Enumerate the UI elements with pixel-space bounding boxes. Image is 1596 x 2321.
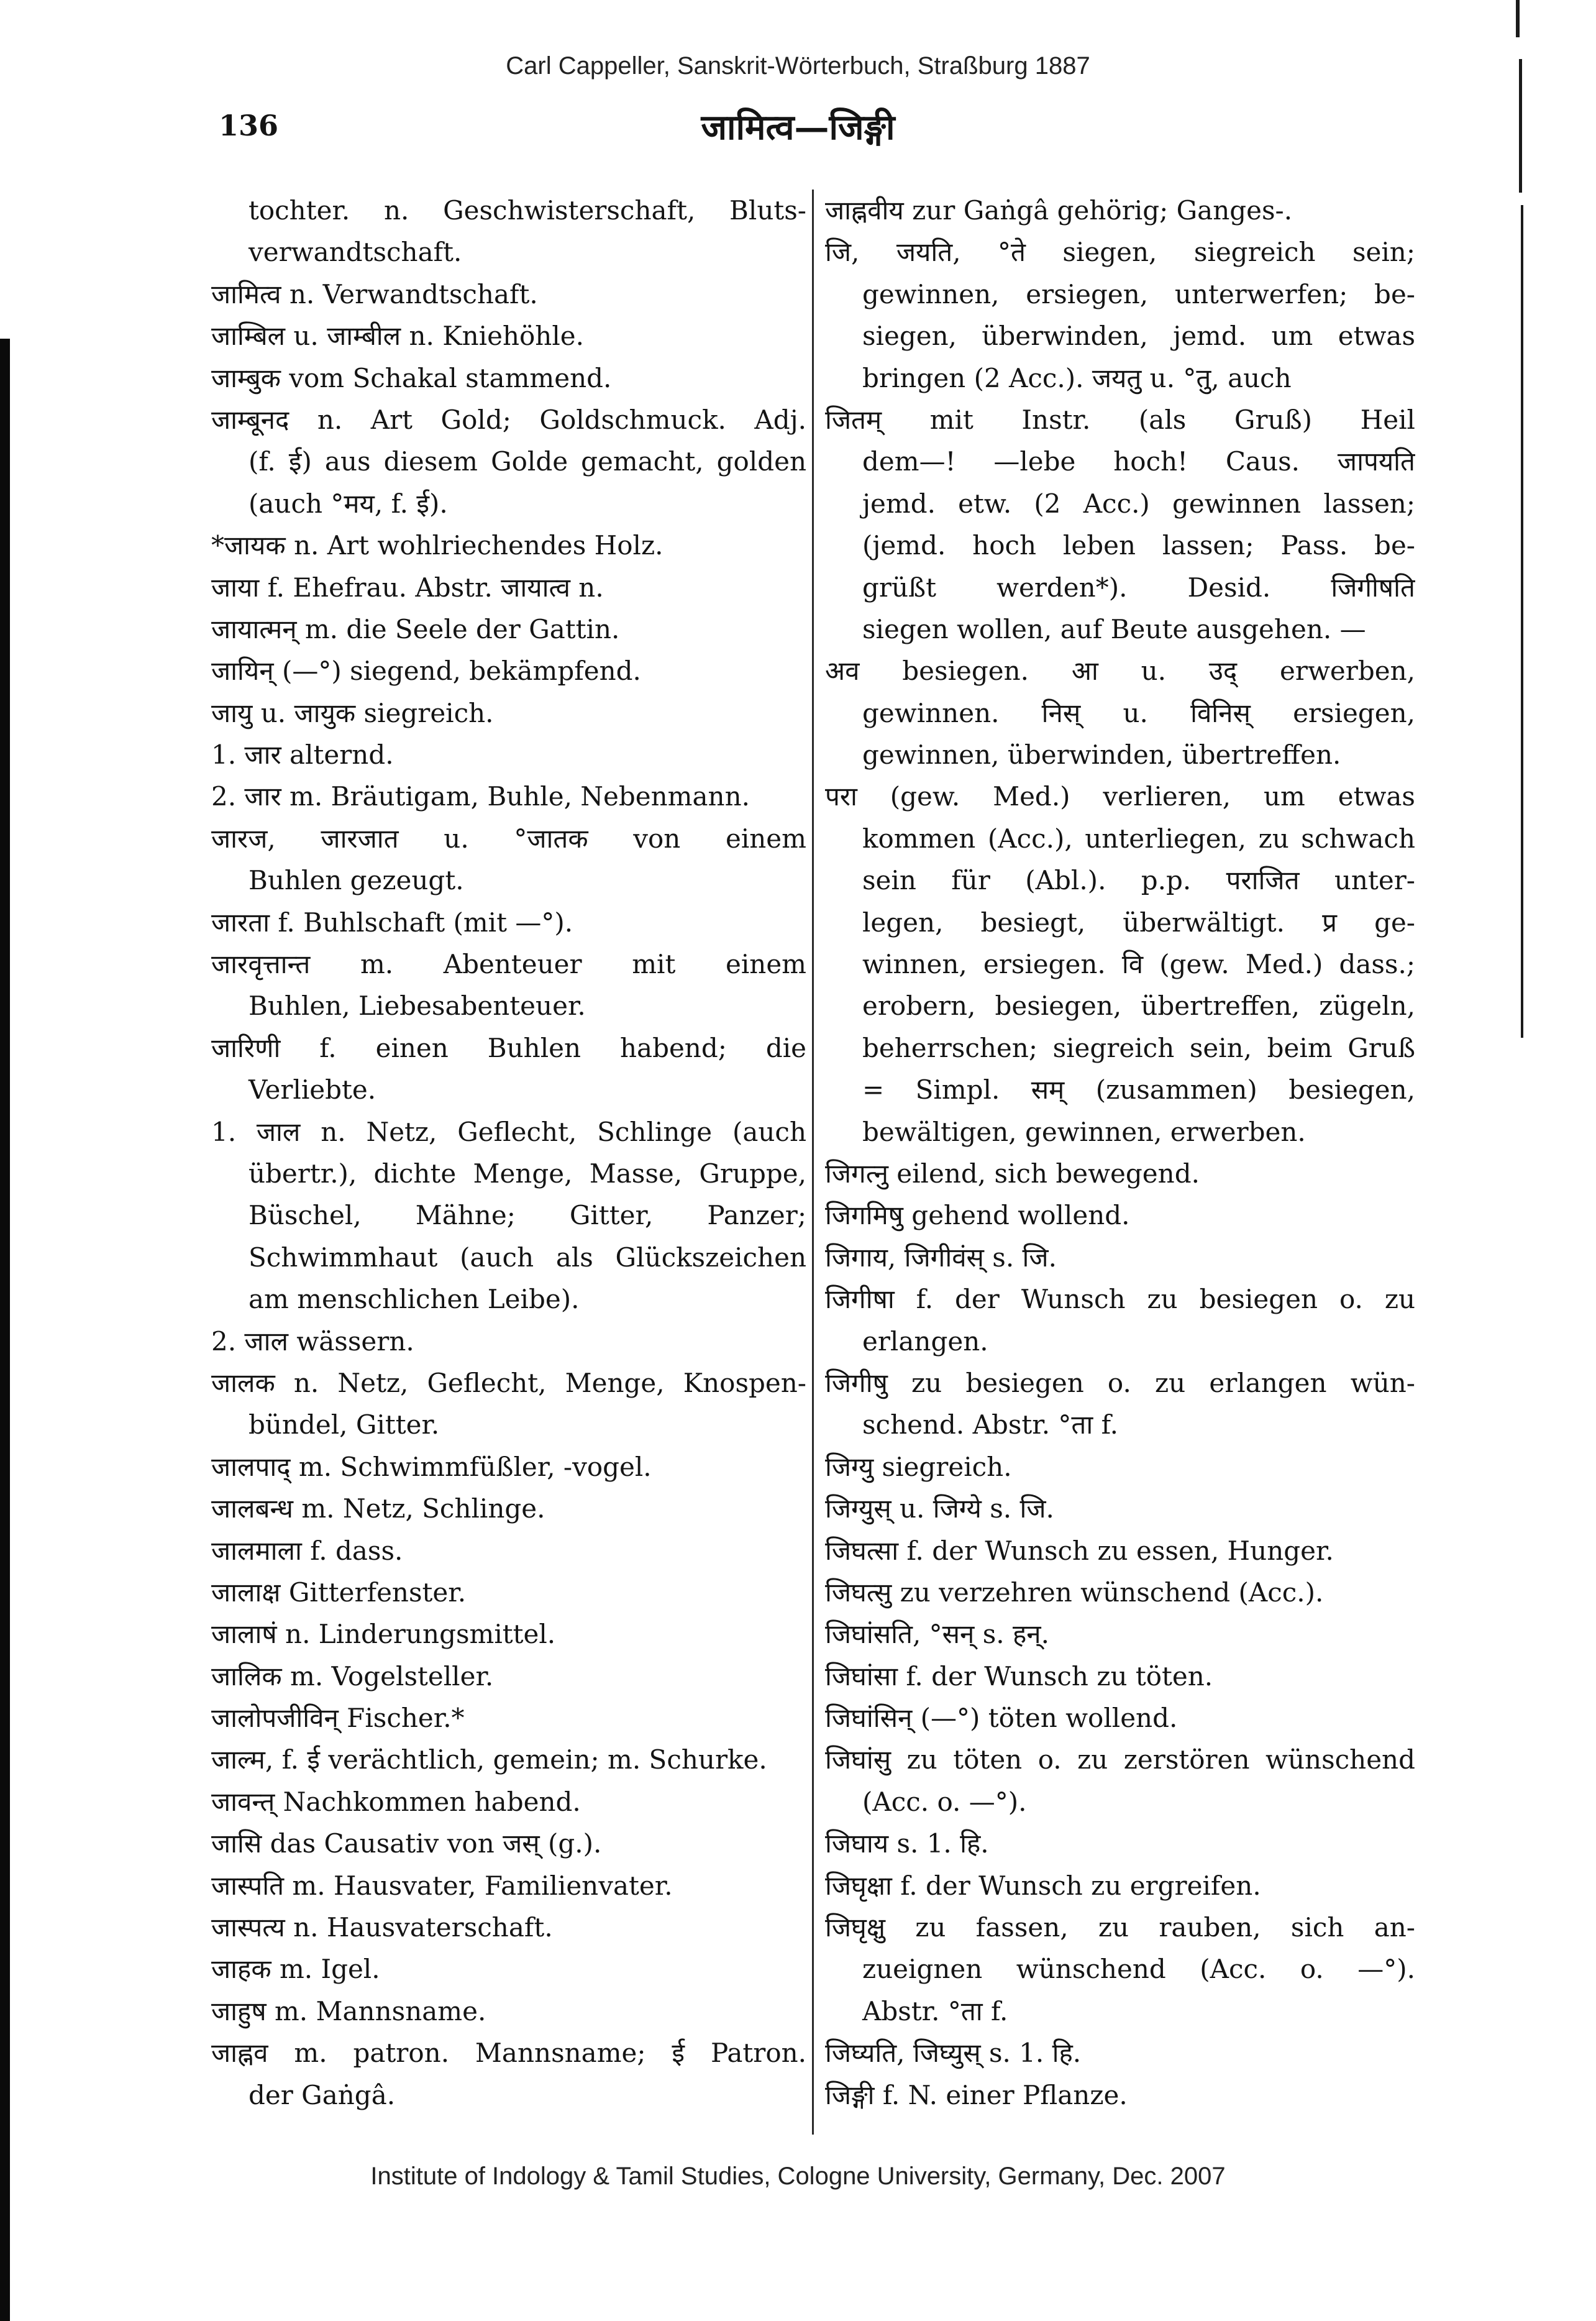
dictionary-line: Verliebte. bbox=[249, 1074, 376, 1106]
dictionary-line: erlangen. bbox=[862, 1325, 988, 1357]
dictionary-line: siegen wollen, auf Beute ausgehen. — bbox=[862, 613, 1366, 644]
dictionary-line: जिग्यु siegreich. bbox=[825, 1451, 1012, 1482]
dictionary-line: जालपाद् m. Schwimmfüßler, -vogel. bbox=[211, 1451, 652, 1482]
dictionary-line: जिघत्सु zu verzehren wünschend (Acc.). bbox=[825, 1577, 1324, 1608]
dictionary-line: der Gaṅgâ. bbox=[249, 2079, 396, 2110]
dictionary-line: जामित्व n. Verwandtschaft. bbox=[211, 278, 538, 309]
dictionary-line: जिघाय s. 1. हि. bbox=[825, 1828, 989, 1859]
scan-margin-mark bbox=[1521, 205, 1523, 1038]
dictionary-line: जाम्बुक vom Schakal stammend. bbox=[211, 362, 612, 393]
dictionary-line: जिघांसु zu töten o. zu zerstören wünschend bbox=[825, 1744, 1415, 1775]
dictionary-line: legen, besiegt, überwältigt. प्र ge- bbox=[862, 907, 1415, 938]
dictionary-line: jemd. etw. (2 Acc.) gewinnen lassen; bbox=[862, 488, 1415, 519]
dictionary-line: जिगत्नु eilend, sich bewegend. bbox=[825, 1158, 1200, 1189]
dictionary-line: kommen (Acc.), unterliegen, zu schwach bbox=[862, 823, 1415, 854]
digitization-credit: Carl Cappeller, Sanskrit-Wörterbuch, Straßburg 1887 bbox=[506, 52, 1090, 80]
dictionary-line: अव besiegen. आ u. उद् erwerben, bbox=[825, 656, 1415, 687]
dictionary-line: जारज, जारजात u. °जातक von einem bbox=[211, 823, 806, 854]
dictionary-line: जिघांसति, °सन् s. हन्. bbox=[825, 1619, 1049, 1650]
dictionary-line: dem—! —lebe hoch! Caus. जापयति bbox=[862, 446, 1415, 477]
dictionary-line: जाम्बूनद n. Art Gold; Goldschmuck. Adj. bbox=[211, 404, 806, 435]
dictionary-line: Buhlen gezeugt. bbox=[249, 865, 464, 896]
dictionary-line: जास्पति m. Hausvater, Familienvater. bbox=[211, 1870, 673, 1901]
dictionary-line: जायात्मन् m. die Seele der Gattin. bbox=[211, 613, 620, 644]
dictionary-line: Schwimmhaut (auch als Glückszeichen bbox=[249, 1242, 806, 1273]
dictionary-line: जारता f. Buhlschaft (mit —°). bbox=[211, 907, 573, 938]
dictionary-line: grüßt werden*). Desid. जिगीषति bbox=[862, 572, 1415, 603]
dictionary-line: जावन्त् Nachkommen habend. bbox=[211, 1786, 581, 1817]
dictionary-line: zueignen wünschend (Acc. o. —°). bbox=[862, 1954, 1415, 1985]
dictionary-line: tochter. n. Geschwisterschaft, Bluts- bbox=[249, 195, 806, 226]
dictionary-line: जिघ्यति, जिघ्युस् s. 1. हि. bbox=[825, 2038, 1082, 2069]
dictionary-line: जाम्बिल u. जाम्बील n. Kniehöhle. bbox=[211, 321, 584, 352]
dictionary-line: 2. जार m. Bräutigam, Buhle, Nebenmann. bbox=[211, 781, 750, 812]
dictionary-line: bündel, Gitter. bbox=[249, 1409, 440, 1440]
dictionary-line: übertr.), dichte Menge, Masse, Gruppe, bbox=[249, 1158, 806, 1189]
dictionary-line: जालक n. Netz, Geflecht, Menge, Knospen- bbox=[211, 1367, 806, 1398]
dictionary-line: gewinnen, ersiegen, unterwerfen; be- bbox=[862, 278, 1415, 309]
dictionary-line: (Acc. o. —°). bbox=[862, 1786, 1027, 1817]
dictionary-line: Büschel, Mähne; Gitter, Panzer; bbox=[249, 1200, 806, 1231]
dictionary-line: जालोपजीविन् Fischer.* bbox=[211, 1703, 465, 1734]
dictionary-line: जालाषं n. Linderungsmittel. bbox=[211, 1619, 556, 1650]
dictionary-line: gewinnen, überwinden, übertreffen. bbox=[862, 739, 1341, 771]
dictionary-line: जिगीषु zu besiegen o. zu erlangen wün- bbox=[825, 1367, 1415, 1398]
dictionary-line: जालाक्ष Gitterfenster. bbox=[211, 1577, 467, 1608]
dictionary-line: जाह्नव m. patron. Mannsname; ई Patron. bbox=[211, 2038, 806, 2069]
dictionary-line: sein für (Abl.). p.p. पराजित unter- bbox=[862, 865, 1415, 896]
dictionary-line: bewältigen, gewinnen, erwerben. bbox=[862, 1116, 1306, 1147]
dictionary-line: जालमाला f. dass. bbox=[211, 1535, 403, 1566]
dictionary-line: जिघृक्षु zu fassen, zu rauben, sich an- bbox=[825, 1912, 1415, 1943]
dictionary-line: जिगाय, जिगीवंस् s. जि. bbox=[825, 1242, 1057, 1273]
institute-credit: Institute of Indology & Tamil Studies, Cologne University, Germany, Dec. 2007 bbox=[370, 2163, 1226, 2190]
dictionary-line: जिघत्सा f. der Wunsch zu essen, Hunger. bbox=[825, 1535, 1334, 1566]
dictionary-line: जायिन् (—°) siegend, bekämpfend. bbox=[211, 656, 641, 687]
dictionary-line: schend. Abstr. °ता f. bbox=[862, 1409, 1118, 1440]
dictionary-line: 2. जाल wässern. bbox=[211, 1325, 414, 1357]
running-head: जामित्व—जिङ्गी bbox=[701, 107, 895, 148]
dictionary-line: am menschlichen Leibe). bbox=[249, 1284, 580, 1315]
dictionary-line: 1. जाल n. Netz, Geflecht, Schlinge (auch bbox=[211, 1116, 806, 1147]
dictionary-line: (jemd. hoch leben lassen; Pass. be- bbox=[862, 530, 1415, 561]
column-divider bbox=[812, 190, 814, 2135]
dictionary-line: जिगीषा f. der Wunsch zu besiegen o. zu bbox=[825, 1284, 1415, 1315]
left-column bbox=[211, 190, 806, 2116]
dictionary-line: जाल्म, f. ई verächtlich, gemein; m. Schurke. bbox=[211, 1744, 767, 1775]
dictionary-line: erobern, besiegen, übertreffen, zügeln, bbox=[862, 991, 1415, 1022]
dictionary-line: *जायक n. Art wohlriechendes Holz. bbox=[211, 530, 663, 561]
dictionary-line: beherrschen; siegreich sein, beim Gruß bbox=[862, 1032, 1415, 1063]
dictionary-line: परा (gew. Med.) verlieren, um etwas bbox=[825, 781, 1415, 812]
dictionary-line: जायु u. जायुक siegreich. bbox=[211, 697, 494, 728]
dictionary-line: जाह्नवीय zur Gaṅgâ gehörig; Ganges-. bbox=[825, 195, 1293, 226]
dictionary-line: जितम् mit Instr. (als Gruß) Heil bbox=[825, 404, 1415, 435]
dictionary-line: जिग्युस् u. जिग्ये s. जि. bbox=[825, 1493, 1054, 1524]
dictionary-line: (auch °मय, f. ई). bbox=[249, 488, 448, 519]
dictionary-line: जिगमिषु gehend wollend. bbox=[825, 1200, 1130, 1231]
dictionary-line: bringen (2 Acc.). जयतु u. °तु, auch bbox=[862, 362, 1292, 393]
dictionary-line: जासि das Causativ von जस् (g.). bbox=[211, 1828, 602, 1859]
dictionary-line: जाया f. Ehefrau. Abstr. जायात्व n. bbox=[211, 572, 604, 603]
dictionary-line: जालिक m. Vogelsteller. bbox=[211, 1660, 494, 1692]
dictionary-line: = Simpl. सम् (zusammen) besiegen, bbox=[862, 1074, 1415, 1106]
dictionary-line: जारवृत्तान्त m. Abenteuer mit einem bbox=[211, 949, 806, 980]
dictionary-line: siegen, überwinden, jemd. um etwas bbox=[862, 321, 1415, 352]
dictionary-line: winnen, ersiegen. वि (gew. Med.) dass.; bbox=[862, 949, 1415, 980]
dictionary-line: 1. जार alternd. bbox=[211, 739, 394, 771]
dictionary-line: verwandtschaft. bbox=[249, 237, 462, 268]
dictionary-line: जि, जयति, °ते siegen, siegreich sein; bbox=[825, 237, 1415, 268]
dictionary-line: जारिणी f. einen Buhlen habend; die bbox=[211, 1032, 806, 1063]
dictionary-line: जिघृक्षा f. der Wunsch zu ergreifen. bbox=[825, 1870, 1261, 1901]
dictionary-line: gewinnen. निस् u. विनिस् ersiegen, bbox=[862, 697, 1415, 728]
dictionary-line: जास्पत्य n. Hausvaterschaft. bbox=[211, 1912, 553, 1943]
right-column bbox=[825, 190, 1415, 2116]
dictionary-line: Buhlen, Liebesabenteuer. bbox=[249, 991, 586, 1022]
dictionary-line: जिङ्गी f. N. einer Pflanze. bbox=[825, 2079, 1128, 2110]
dictionary-line: जिघांसिन् (—°) töten wollend. bbox=[825, 1703, 1178, 1734]
dictionary-line: Abstr. °ता f. bbox=[862, 1995, 1008, 2026]
page-number: 136 bbox=[219, 109, 279, 142]
dictionary-line: जिघांसा f. der Wunsch zu töten. bbox=[825, 1660, 1213, 1692]
dictionary-line: (f. ई) aus diesem Golde gemacht, golden bbox=[249, 446, 806, 477]
dictionary-line: जाहक m. Igel. bbox=[211, 1954, 380, 1985]
dictionary-line: जालबन्ध m. Netz, Schlinge. bbox=[211, 1493, 545, 1524]
dictionary-line: जाहुष m. Mannsname. bbox=[211, 1995, 486, 2026]
scan-margin-mark bbox=[1516, 0, 1520, 37]
scan-edge-shadow bbox=[0, 339, 10, 2321]
